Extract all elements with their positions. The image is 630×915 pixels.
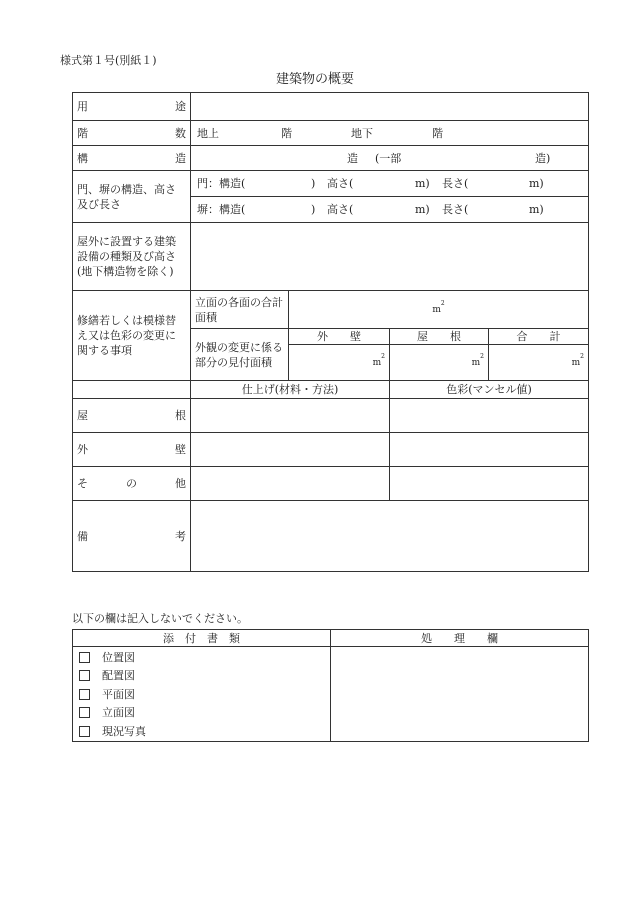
facade-area-label: 立面の各面の合計面積 xyxy=(191,291,289,329)
roof-area-unit-sup: 2 xyxy=(480,353,484,360)
wall-area-field[interactable] xyxy=(289,345,390,381)
remarks-label-1: 備 xyxy=(77,529,88,543)
roof-label-1: 屋 xyxy=(77,409,88,422)
below-ground-prefix: 地下 xyxy=(351,126,373,140)
attachment-label: 位置図 xyxy=(102,650,135,664)
gate-structure-open: 門：構造( xyxy=(197,177,246,190)
checkbox-icon[interactable] xyxy=(79,707,90,718)
gate-row xyxy=(73,171,589,197)
total-area-field[interactable] xyxy=(489,345,589,381)
fence-structure-open: 塀：構造( xyxy=(197,203,246,216)
other-label-2: の xyxy=(126,477,137,490)
roof-label-2: 根 xyxy=(175,409,186,422)
roof-finish-field[interactable] xyxy=(191,399,390,433)
wall-row xyxy=(73,433,589,467)
attachment-label: 現況写真 xyxy=(102,724,146,738)
other-finish-field[interactable] xyxy=(191,467,390,501)
building-overview-table xyxy=(72,92,589,572)
fence-height-close: m) xyxy=(415,203,430,216)
col-total-header: 合 計 xyxy=(489,329,589,345)
attachment-item[interactable] xyxy=(77,685,326,704)
remarks-field[interactable] xyxy=(191,501,589,572)
roof-row xyxy=(73,399,589,433)
processing-header: 処 理 欄 xyxy=(331,630,589,647)
fence-length-close: m) xyxy=(529,203,544,216)
below-ground-unit: 階 xyxy=(432,126,443,140)
change-area-label: 外観の変更に係る部分の見付面積 xyxy=(191,329,289,381)
checkbox-icon[interactable] xyxy=(79,726,90,737)
total-area-unit-sup: 2 xyxy=(580,353,584,360)
office-use-table xyxy=(72,629,589,742)
attachment-item[interactable] xyxy=(77,722,326,741)
gate-fence-label: 門、塀の構造、高さ及び長さ xyxy=(73,171,191,223)
attachment-item[interactable] xyxy=(77,704,326,723)
wall-area-unit: m xyxy=(372,358,382,368)
roof-color-field[interactable] xyxy=(390,399,589,433)
finish-color-header-row xyxy=(73,381,589,399)
fence-length-open: 長さ( xyxy=(442,203,469,216)
facade-area-field[interactable] xyxy=(289,291,589,329)
outdoor-equipment-row xyxy=(73,223,589,291)
structure-partial-open: (一部 xyxy=(375,151,402,165)
gate-length-close: m) xyxy=(529,177,544,190)
office-use-header-row xyxy=(73,630,589,647)
wall-finish-field[interactable] xyxy=(191,433,390,467)
remarks-label-2: 考 xyxy=(175,529,186,543)
wall-label-2: 壁 xyxy=(175,443,186,456)
usage-label-1: 用 xyxy=(77,100,88,113)
gate-field[interactable] xyxy=(191,171,589,197)
above-ground-prefix: 地上 xyxy=(197,126,219,140)
checkbox-icon[interactable] xyxy=(79,652,90,663)
gate-height-close: m) xyxy=(415,177,430,190)
other-label-3: 他 xyxy=(175,477,186,490)
page-title: 建築物の概要 xyxy=(275,72,354,87)
roof-area-unit: m xyxy=(471,358,481,368)
attachments-header: 添 付 書 類 xyxy=(73,630,331,647)
floors-label-2: 数 xyxy=(175,126,186,140)
usage-field[interactable] xyxy=(191,93,589,121)
outdoor-equipment-label: 屋外に設置する建築設備の種類及び高さ(地下構造物を除く) xyxy=(73,223,191,291)
structure-row xyxy=(73,146,589,171)
structure-partial-close: 造) xyxy=(535,151,551,165)
usage-label-2: 途 xyxy=(175,100,186,113)
col-roof-header: 屋 根 xyxy=(390,329,489,345)
fence-height-open: 高さ( xyxy=(327,203,354,216)
roof-area-field[interactable] xyxy=(390,345,489,381)
wall-label-1: 外 xyxy=(77,443,88,456)
checkbox-icon[interactable] xyxy=(79,670,90,681)
floors-row xyxy=(73,121,589,146)
repair-label: 修繕若しくは模様替え又は色彩の変更に関する事項 xyxy=(73,291,191,381)
color-header: 色彩(マンセル値) xyxy=(390,381,589,399)
structure-label-1: 構 xyxy=(77,151,88,165)
col-wall-header: 外 壁 xyxy=(289,329,390,345)
attachment-label: 立面図 xyxy=(102,706,135,720)
wall-area-unit-sup: 2 xyxy=(381,353,385,360)
attachment-item[interactable] xyxy=(77,648,326,667)
other-row xyxy=(73,467,589,501)
floors-label-1: 階 xyxy=(77,126,88,140)
total-area-unit: m xyxy=(571,358,581,368)
fence-field[interactable] xyxy=(191,197,589,223)
attachment-label: 平面図 xyxy=(102,687,135,701)
structure-label-2: 造 xyxy=(175,151,186,165)
processing-field[interactable] xyxy=(331,647,589,742)
gate-structure-close: ) xyxy=(311,177,316,190)
other-color-field[interactable] xyxy=(390,467,589,501)
above-ground-unit: 階 xyxy=(281,126,292,140)
floors-field[interactable] xyxy=(191,121,589,146)
attachments-list xyxy=(73,647,331,742)
outdoor-equipment-field[interactable] xyxy=(191,223,589,291)
attachment-label: 配置図 xyxy=(102,669,135,683)
fence-structure-close: ) xyxy=(311,203,316,216)
facade-area-unit-sup: 2 xyxy=(440,300,445,307)
checkbox-icon[interactable] xyxy=(79,689,90,700)
structure-suffix: 造 xyxy=(347,151,358,165)
facade-area-unit: m xyxy=(432,305,441,315)
other-label-1: そ xyxy=(77,477,88,490)
do-not-fill-note: 以下の欄は記入しないでください。 xyxy=(72,612,248,625)
remarks-row xyxy=(73,501,589,572)
office-use-body-row xyxy=(73,647,589,742)
facade-area-row xyxy=(73,291,589,329)
structure-field[interactable] xyxy=(191,146,589,171)
wall-color-field[interactable] xyxy=(390,433,589,467)
form-number-label: 様式第１号(別紙１) xyxy=(60,54,157,67)
usage-row xyxy=(73,93,589,121)
gate-length-open: 長さ( xyxy=(442,177,469,190)
gate-height-open: 高さ( xyxy=(327,177,354,190)
attachment-item[interactable] xyxy=(77,667,326,686)
finish-header: 仕上げ(材料・方法) xyxy=(191,381,390,399)
